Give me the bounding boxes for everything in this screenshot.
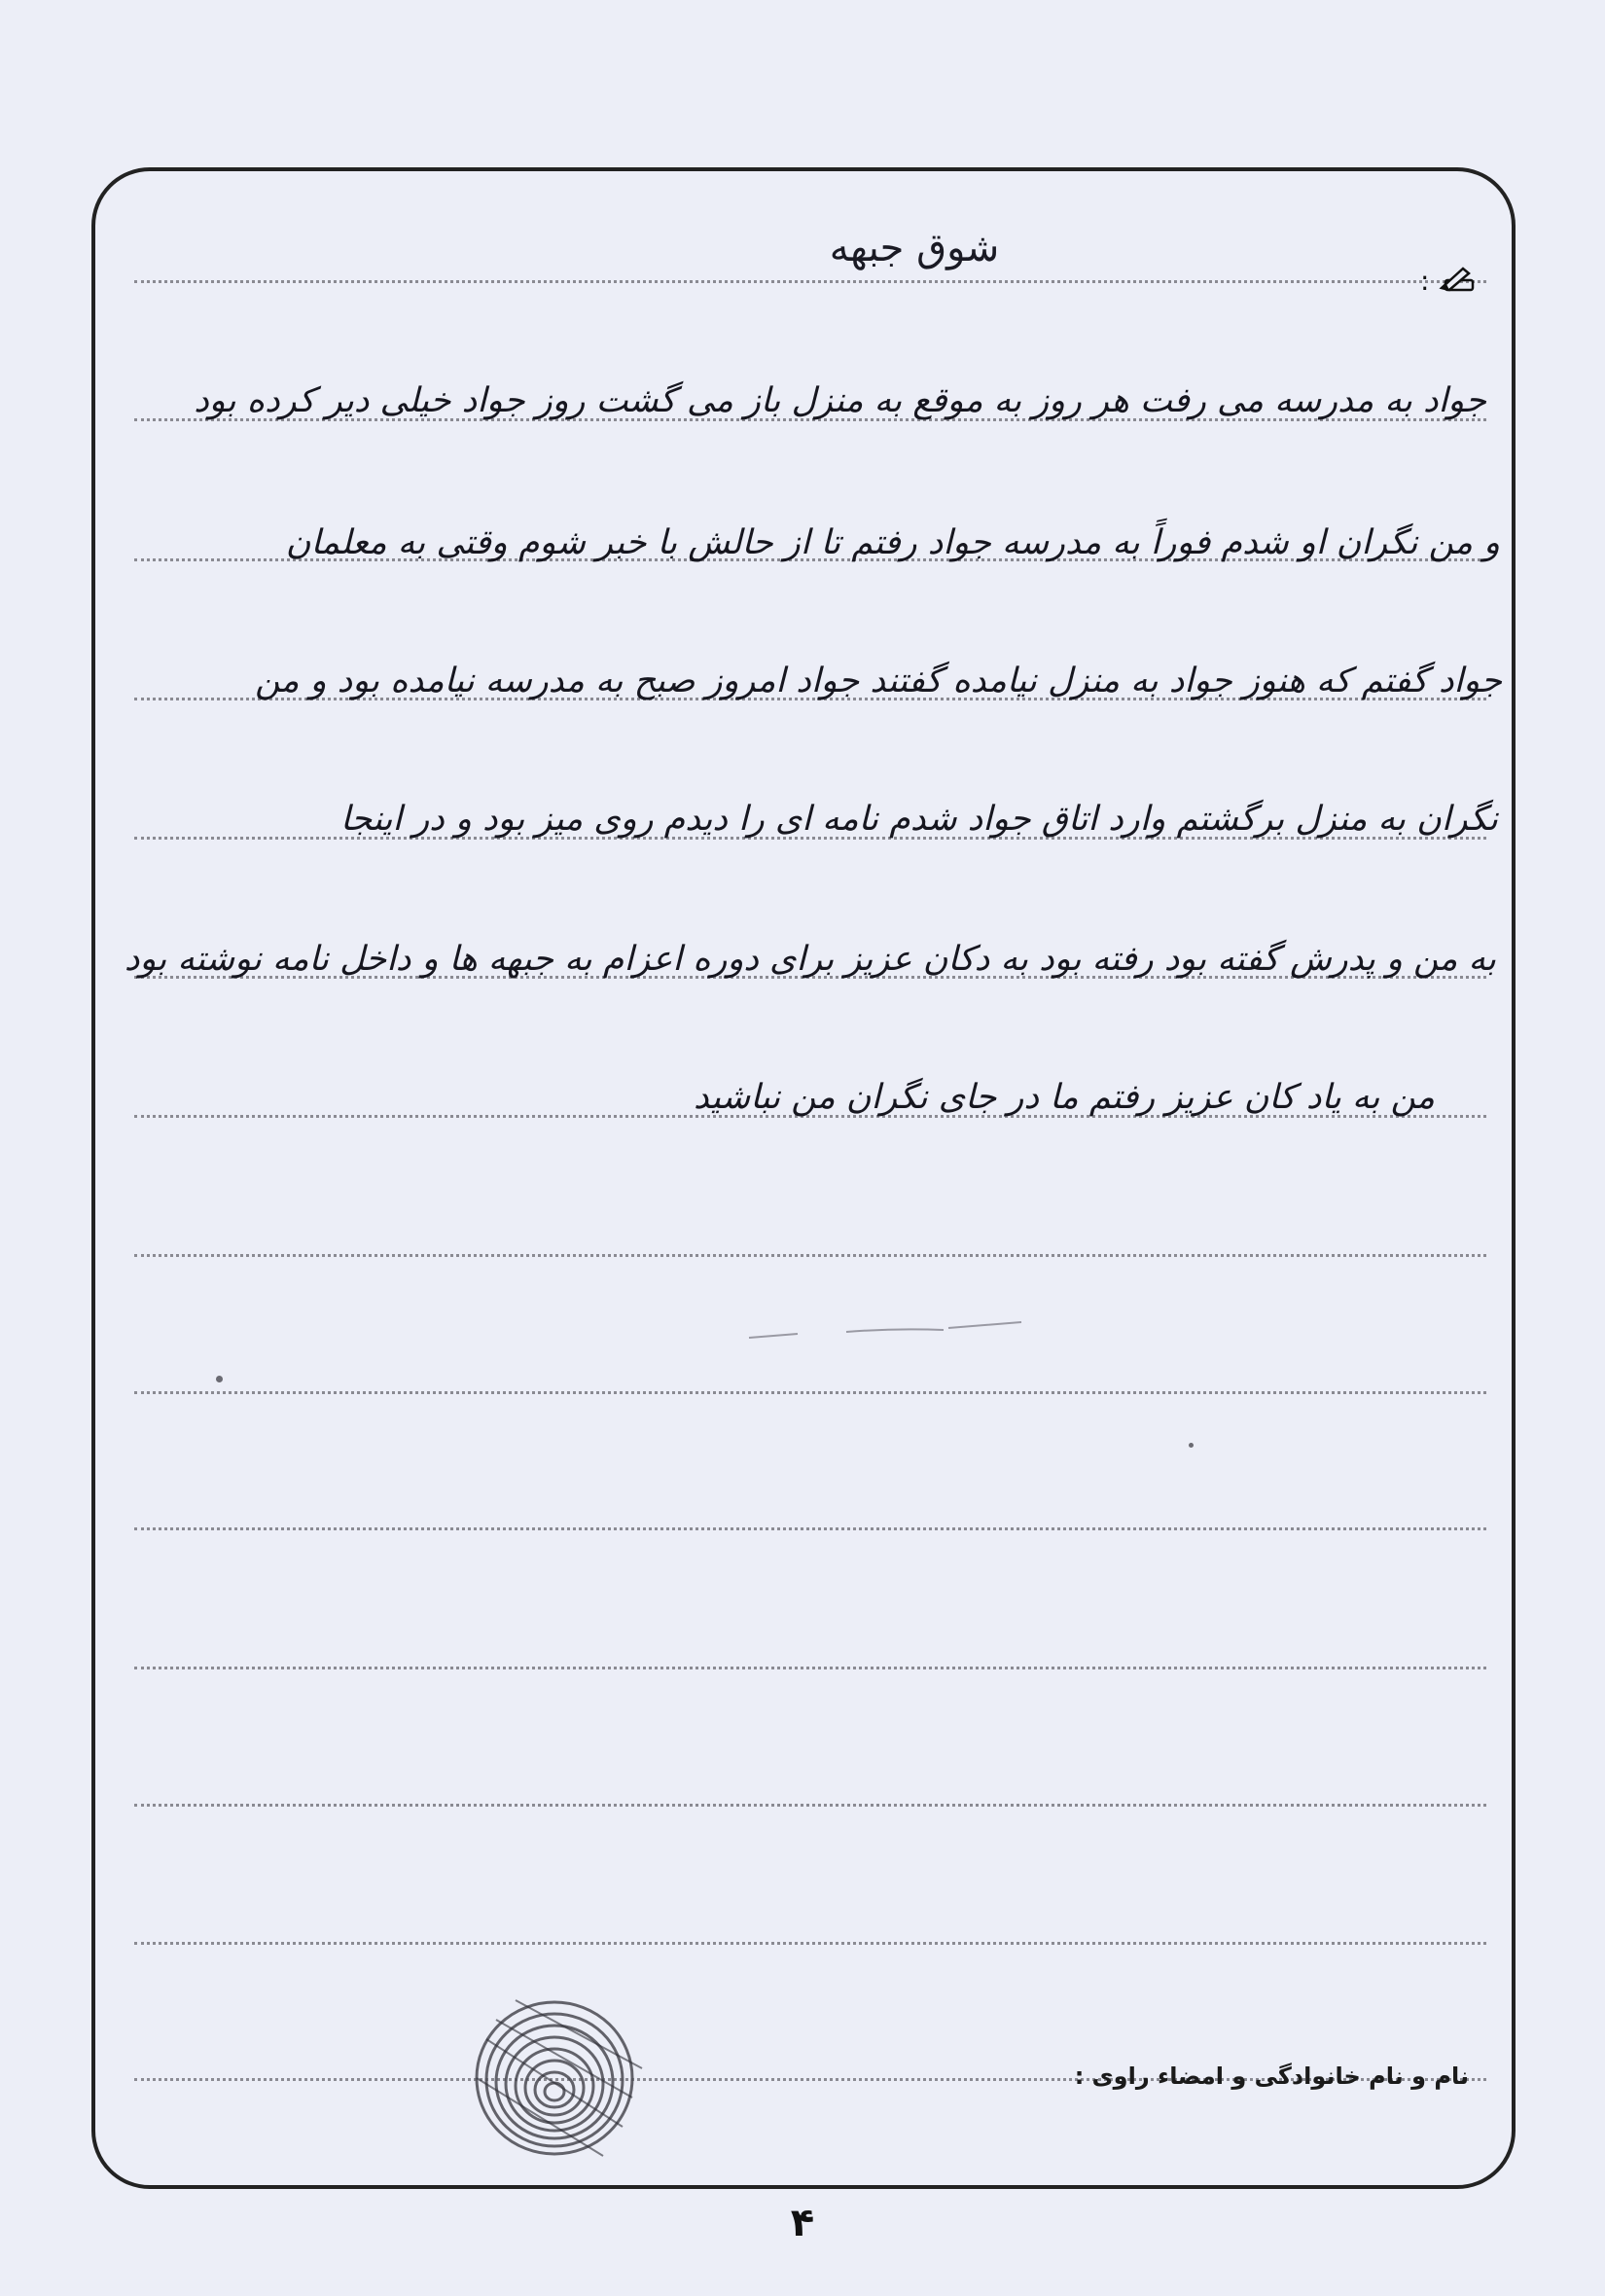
ruled-line [134,1391,1486,1394]
page-frame [91,167,1516,2189]
fingerprint-icon [457,1981,652,2166]
ruled-line [134,1254,1486,1257]
handwritten-line: جواد به مدرسه می رفت هر روز به موقع به منزل باز می گشت روز جواد خیلی دیر کرده بود [194,381,1486,420]
ruled-line [134,280,1486,283]
story-title: شوق جبهه [829,226,1000,270]
ruled-line [134,1942,1486,1945]
handwritten-line: جواد گفتم که هنوز جواد به منزل نیامده گفتند جواد امروز صبح به مدرسه نیامده بود و من [255,662,1502,700]
ruled-line [134,1667,1486,1669]
svg-text::: : [1420,265,1430,296]
page-number: ۴ [790,2201,815,2245]
ink-speck [216,1376,223,1382]
handwritten-line: نگران به منزل برگشتم وارد اتاق جواد شدم نامه ای را دیدم روی میز بود و در اینجا [339,800,1498,839]
handwritten-line: و من نگران او شدم فوراً به مدرسه جواد رفتم تا از حالش با خبر شوم وقتی به معلمان [285,523,1500,562]
narrator-signature-label: نام و نام خانوادگی و امضاء راوی : [1074,2063,1469,2090]
ruled-line [134,1804,1486,1807]
pen-writing-icon [1420,261,1479,296]
handwritten-line: من به یاد کان عزیز رفتم ما در جای نگران من نباشید [693,1078,1435,1117]
ruled-line [134,1527,1486,1530]
handwritten-line: به من و پدرش گفته بود رفته بود به دکان عزیز برای دوره اعزام به جبهه ها و داخل نامه نوشته بود [124,940,1496,979]
ink-speck [1189,1443,1194,1448]
pencil-scribble [739,1318,1031,1347]
